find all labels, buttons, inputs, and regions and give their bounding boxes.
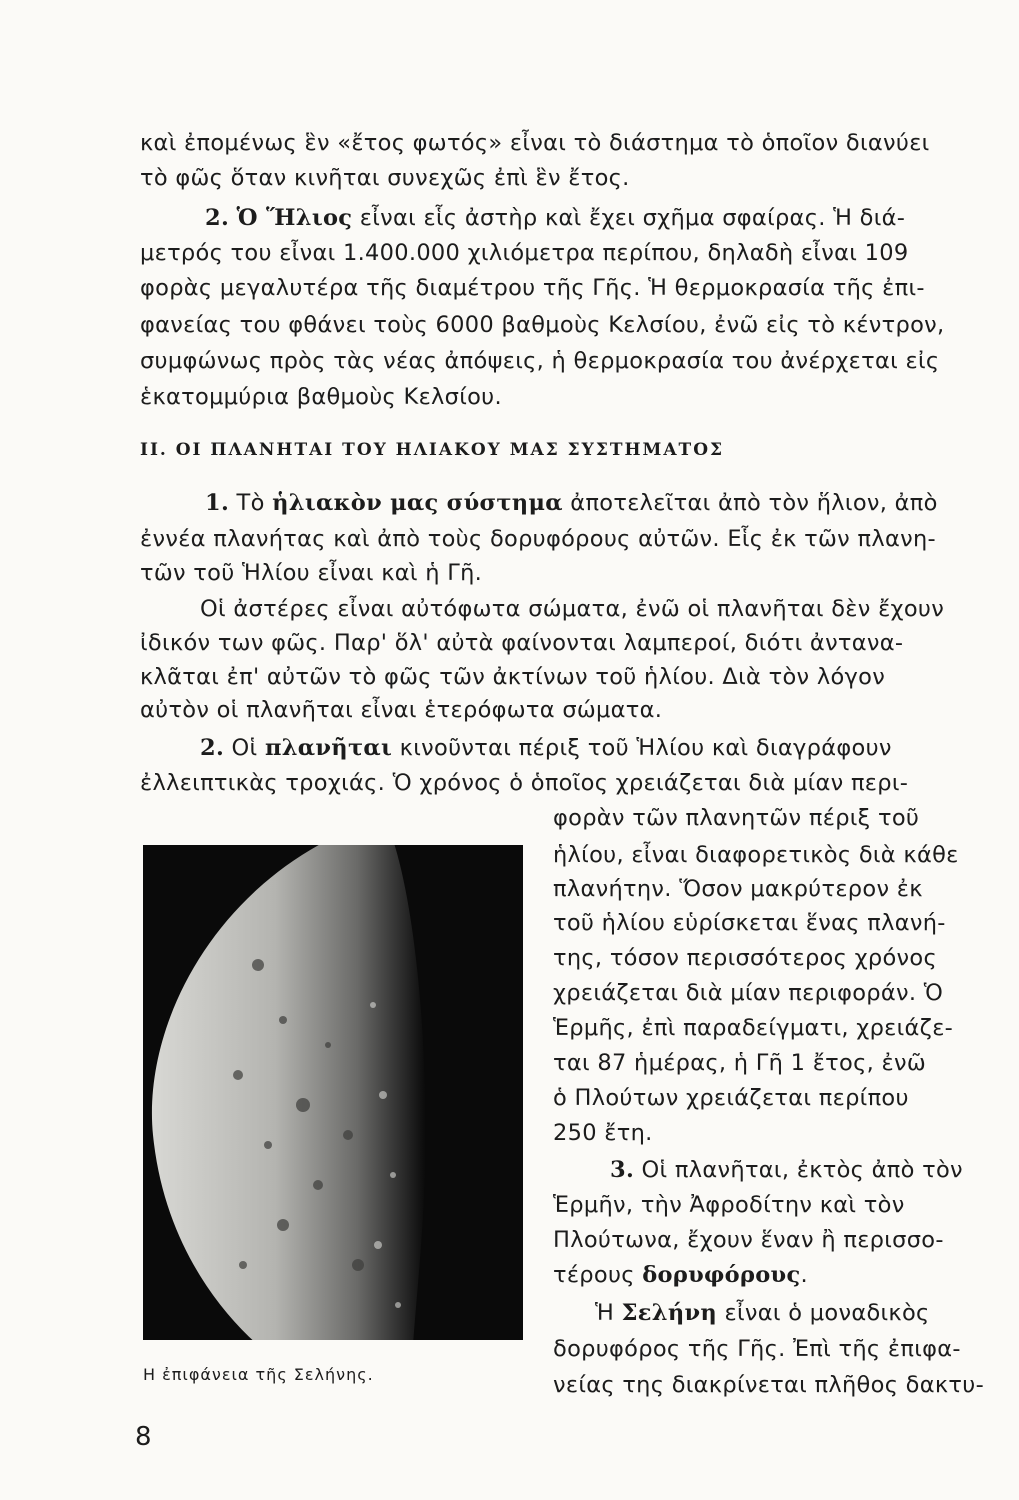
bold-term: πλανῆται [264, 735, 393, 761]
text-line: της, τόσον περισσότερος χρόνος [553, 945, 937, 971]
paragraph-number: 1. [205, 490, 230, 516]
bold-term: Ὁ Ἥλιος [236, 205, 353, 231]
text-line: φορὰν τῶν πλανητῶν πέριξ τοῦ [553, 805, 920, 831]
text-line: δορυφόρος τῆς Γῆς. Ἐπὶ τῆς ἐπιφα- [553, 1336, 961, 1362]
text-line: Ἑρμῆν, τὴν Ἀφροδίτην καὶ τὸν [553, 1192, 905, 1218]
text-span: Ἡ [595, 1300, 622, 1326]
section-heading: II. ΟΙ ΠΛΑΝΗΤΑΙ ΤΟΥ ΗΛΙΑΚΟΥ ΜΑΣ ΣΥΣΤΗΜΑΤΟΣ [140, 440, 725, 460]
text-line: φανείας του φθάνει τοὺς 6000 βαθμοὺς Κελσίου, ἐνῶ εἰς τὸ κέντρον, [140, 312, 945, 338]
text-line: Ἑρμῆς, ἐπὶ παραδείγματι, χρειάζε- [553, 1015, 954, 1041]
text-line: κλᾶται ἐπ' αὐτῶν τὸ φῶς τῶν ἀκτίνων τοῦ ἡλίου. Διὰ τὸν λόγον [140, 664, 886, 690]
text-line: καὶ ἐπομένως ἓν «ἔτος φωτός» εἶναι τὸ διάστημα τὸ ὁποῖον διανύει [140, 130, 930, 156]
text-span: ἀποτελεῖται ἀπὸ τὸν ἥλιον, ἀπὸ [562, 490, 938, 516]
text-line: ἑκατομμύρια βαθμοὺς Κελσίου. [140, 384, 502, 410]
paragraph-number: 3. [610, 1157, 635, 1183]
text-line: συμφώνως πρὸς τὰς νέας ἀπόψεις, ἡ θερμοκρασία του ἀνέρχεται εἰς [140, 348, 940, 374]
text-line: τῶν τοῦ Ἡλίου εἶναι καὶ ἡ Γῆ. [140, 560, 483, 586]
text-span: εἶναι εἷς ἀστὴρ καὶ ἔχει σχῆμα σφαίρας. Ἡ διά- [352, 205, 906, 231]
text-line: πλανήτην. Ὅσον μακρύτερον ἐκ [553, 876, 923, 902]
text-line: 250 ἔτη. [553, 1120, 653, 1146]
text-line [595, 1300, 985, 1326]
text-line: αὐτὸν οἱ πλανῆται εἶναι ἑτερόφωτα σώματα. [140, 697, 663, 723]
text-line: ἰδικόν των φῶς. Παρ' ὅλ' αὐτὰ φαίνονται λαμπεροί, διότι ἀντανα- [140, 630, 904, 656]
text-line [200, 735, 985, 761]
paragraph-number: 2. [200, 735, 225, 761]
page-number: 8 [135, 1422, 152, 1452]
text-line [553, 1262, 983, 1288]
text-line: ἐννέα πλανήτας καὶ ἀπὸ τοὺς δορυφόρους αὐτῶν. Εἷς ἐκ τῶν πλανη- [140, 526, 936, 552]
text-span: Οἱ [231, 735, 265, 761]
text-line: ὁ Πλούτων χρειάζεται περίπου [553, 1085, 909, 1111]
paragraph-number: 2. [205, 205, 230, 231]
text-line: Πλούτωνα, ἔχουν ἕναν ἢ περισσο- [553, 1227, 944, 1253]
text-line: ἡλίου, εἶναι διαφορετικὸς διὰ κάθε [553, 842, 959, 868]
text-line [610, 1157, 985, 1183]
text-line: ται 87 ἡμέρας, ἡ Γῆ 1 ἔτος, ἐνῶ [553, 1050, 926, 1076]
text-span: κινοῦνται πέριξ τοῦ Ἡλίου καὶ διαγράφουν [392, 735, 892, 761]
text-span: εἶναι ὁ μοναδικὸς [717, 1300, 930, 1326]
text-line: τὸ φῶς ὅταν κινῆται συνεχῶς ἐπὶ ἓν ἔτος. [140, 165, 630, 191]
text-line: φορὰς μεγαλυτέρα τῆς διαμέτρου τῆς Γῆς. Ἡ θερμοκρασία τῆς ἐπι- [140, 275, 925, 301]
bold-term: δορυφόρους [642, 1262, 801, 1288]
text-span: Οἱ πλανῆται, ἐκτὸς ἀπὸ τὸν [634, 1157, 963, 1183]
text-line: χρειάζεται διὰ μίαν περιφοράν. Ὁ [553, 980, 944, 1006]
text-line: ἐλλειπτικὰς τροχιάς. Ὁ χρόνος ὁ ὁποῖος χρειάζεται διὰ μίαν περι- [140, 770, 909, 796]
text-span: τέρους [553, 1262, 643, 1288]
bold-term: Σελήνη [621, 1300, 718, 1326]
bold-term: ἡλιακὸν μας σύστημα [272, 490, 563, 516]
text-line [205, 490, 985, 516]
text-span: Τὸ [236, 490, 273, 516]
text-span: . [800, 1262, 808, 1288]
moon-photo [143, 845, 523, 1340]
text-line: τοῦ ἡλίου εὑρίσκεται ἕνας πλανή- [553, 910, 946, 936]
text-line: Οἱ ἀστέρες εἶναι αὐτόφωτα σώματα, ἐνῶ οἱ πλανῆται δὲν ἔχουν [200, 596, 945, 622]
text-line [205, 205, 985, 231]
photo-caption: Η ἐπιφάνεια τῆς Σελήνης. [143, 1365, 374, 1384]
text-line: νείας της διακρίνεται πλῆθος δακτυ- [553, 1372, 984, 1398]
text-line: μετρός του εἶναι 1.400.000 χιλιόμετρα περίπου, δηλαδὴ εἶναι 109 [140, 240, 909, 266]
